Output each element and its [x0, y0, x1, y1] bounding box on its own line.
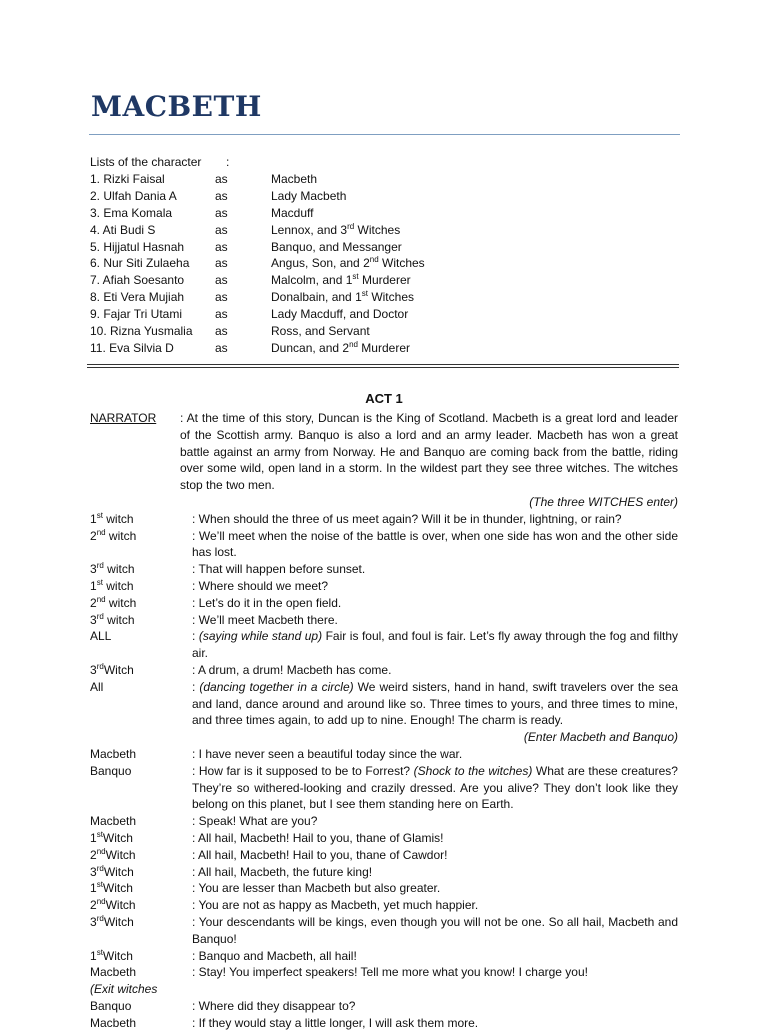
speaker-ordinal: nd	[96, 897, 106, 907]
dialogue-line	[90, 864, 678, 881]
cast-role: Banquo, and Messanger	[271, 239, 402, 254]
stage-aside: (saying while stand up)	[198, 629, 323, 644]
cast-actor-name: 3. Ema Komala	[90, 205, 173, 220]
cast-role-suffix: Murderer	[358, 273, 411, 288]
cast-as: as	[215, 188, 228, 203]
speaker-label: Banquo	[90, 763, 132, 778]
cast-row	[90, 222, 610, 239]
dialogue-text	[192, 964, 678, 981]
dialogue-line	[90, 998, 678, 1015]
stage-direction-enter-macbeth-banquo: (Enter Macbeth and Banquo)	[523, 730, 678, 745]
dialogue-content: : Banquo and Macbeth, all hail!	[192, 948, 357, 963]
cast-role-text: Duncan, and 2	[271, 340, 350, 355]
dialogue-line	[90, 880, 678, 897]
dialogue-content: : That will happen before sunset.	[192, 562, 366, 577]
dialogue-content: : A drum, a drum! Macbeth has come.	[192, 662, 392, 677]
dialogue-content: : You are not as happy as Macbeth, yet much happier.	[192, 898, 479, 913]
speaker-role: Witch	[103, 864, 134, 879]
speaker-narrator: NARRATOR	[90, 411, 157, 425]
section-divider	[87, 364, 679, 365]
speaker-ordinal: rd	[96, 561, 104, 571]
dialogue-line	[90, 612, 678, 629]
dialogue-prefix: :	[192, 679, 200, 694]
cast-role-text: Angus, Son, and 2	[271, 256, 370, 271]
dialogue-text	[192, 914, 678, 948]
speaker-ordinal: rd	[96, 661, 104, 671]
dialogue-text	[192, 998, 678, 1015]
speaker-label	[90, 880, 133, 897]
speaker-number: 3	[90, 612, 97, 627]
cast-row	[90, 306, 610, 323]
cast-role	[271, 289, 414, 306]
dialogue-block-greeting	[90, 746, 678, 981]
cast-actor-name: 10. Rizna Yusmalia	[90, 324, 193, 339]
dialogue-line	[90, 662, 678, 679]
stage-direction-exit-witches: (Exit witches	[90, 982, 158, 997]
speaker-ordinal: nd	[96, 594, 106, 604]
speaker-label: Macbeth	[90, 965, 137, 980]
cast-actor-name: 5. Hijjatul Hasnah	[90, 239, 185, 254]
stage-aside: (Shock to the witches)	[413, 763, 533, 778]
speaker-number: 2	[90, 595, 97, 610]
cast-role	[271, 222, 400, 239]
cast-as: as	[215, 307, 228, 322]
cast-row	[90, 289, 610, 306]
speaker-ordinal: nd	[96, 846, 106, 856]
speaker-label: Macbeth	[90, 746, 137, 761]
speaker-number: 1	[90, 578, 97, 593]
narrator-line	[90, 410, 678, 494]
dialogue-line	[90, 897, 678, 914]
dialogue-block-witches	[90, 511, 678, 729]
dialogue-content: : We’ll meet Macbeth there.	[192, 612, 338, 627]
dialogue-text	[192, 948, 678, 965]
speaker-label	[90, 511, 134, 528]
dialogue-text	[192, 612, 678, 629]
cast-role	[271, 272, 411, 289]
cast-as: as	[215, 222, 228, 237]
dialogue-text	[192, 897, 678, 914]
cast-row	[90, 188, 610, 205]
cast-actor-name: 11. Eva Silvia D	[90, 340, 174, 355]
dialogue-line	[90, 628, 678, 662]
speaker-ordinal: st	[96, 947, 103, 957]
dialogue-text	[192, 578, 678, 595]
dialogue-text	[192, 880, 678, 897]
speaker-role: Witch	[105, 847, 136, 862]
cast-actor-name: 2. Ulfah Dania A	[90, 188, 177, 203]
cast-role-ordinal: st	[352, 272, 359, 282]
dialogue-content: : All hail, Macbeth, the future king!	[192, 864, 373, 879]
dialogue-content: : Stay! You imperfect speakers! Tell me more what you know! I charge you!	[192, 965, 588, 980]
speaker-label	[90, 914, 134, 931]
speaker-ordinal: rd	[96, 913, 104, 923]
cast-as: as	[215, 273, 228, 288]
dialogue-text	[192, 746, 678, 763]
speaker-role: witch	[105, 595, 137, 610]
speaker-number: 2	[90, 847, 97, 862]
dialogue-content: : Where should we meet?	[192, 578, 329, 593]
dialogue-line	[90, 763, 678, 813]
cast-role	[271, 340, 410, 357]
dialogue-text	[192, 595, 678, 612]
dialogue-line	[90, 830, 678, 847]
dialogue-content: : We’ll meet when the noise of the battle is over, when one side has won and the other side has lost.	[192, 528, 678, 560]
speaker-role: Witch	[103, 662, 134, 677]
speaker-label	[90, 830, 133, 847]
cast-role: Lady Macduff, and Doctor	[271, 307, 409, 322]
cast-actor-name: 4. Ati Budi S	[90, 222, 156, 237]
dialogue-text	[192, 830, 678, 847]
cast-list	[90, 171, 610, 357]
cast-role-text: Lennox, and 3	[271, 222, 348, 237]
dialogue-text	[192, 662, 678, 679]
cast-role: Ross, and Servant	[271, 324, 370, 339]
cast-row	[90, 340, 610, 357]
cast-role: Macbeth	[271, 172, 318, 186]
speaker-number: 1	[90, 948, 97, 963]
speaker-number: 1	[90, 830, 97, 845]
dialogue-line	[90, 511, 678, 528]
speaker-role: Witch	[102, 881, 133, 896]
dialogue-text	[192, 813, 678, 830]
speaker-label: ALL	[90, 629, 112, 644]
stage-direction-witches-enter: (The three WITCHES enter)	[529, 494, 678, 509]
cast-actor-name: 9. Fajar Tri Utami	[90, 307, 183, 322]
dialogue-content: : When should the three of us meet again? Will it be in thunder, lightning, or rain?	[192, 511, 622, 526]
speaker-label: Macbeth	[90, 814, 137, 829]
speaker-number: 3	[90, 914, 97, 929]
dialogue-content: Fair is foul, and foul is fair. Let’s fly away through the fog and filthy air.	[192, 629, 678, 661]
section-divider-second	[87, 367, 679, 368]
dialogue-content: : Speak! What are you?	[192, 814, 318, 829]
dialogue-line	[90, 595, 678, 612]
dialogue-text	[192, 511, 678, 528]
speaker-ordinal: nd	[96, 527, 106, 537]
dialogue-content: : Where did they disappear to?	[192, 998, 356, 1013]
cast-actor-name: 7. Afiah Soesanto	[90, 273, 185, 288]
cast-row	[90, 255, 610, 272]
cast-role-text: Malcolm, and 1	[271, 273, 353, 288]
dialogue-text	[192, 1015, 678, 1031]
dialogue-content: : If they would stay a little longer, I will ask them more.	[192, 1015, 479, 1030]
cast-row	[90, 171, 610, 188]
cast-role-ordinal: rd	[347, 221, 355, 231]
cast-heading-text: Lists of the character	[90, 155, 202, 169]
speaker-label	[90, 662, 134, 679]
dialogue-block-after-exit	[90, 998, 678, 1031]
speaker-label	[90, 948, 133, 965]
speaker-label: Macbeth	[90, 1015, 137, 1030]
cast-role-suffix: Witches	[367, 290, 414, 305]
cast-heading	[90, 154, 230, 171]
dialogue-line	[90, 847, 678, 864]
speaker-role: Witch	[102, 830, 133, 845]
dialogue-line	[90, 948, 678, 965]
speaker-role: witch	[105, 528, 137, 543]
speaker-label	[90, 897, 136, 914]
cast-row	[90, 272, 610, 289]
speaker-label: All	[90, 679, 104, 694]
speaker-label: Banquo	[90, 998, 132, 1013]
dialogue-text	[192, 847, 678, 864]
speaker-label	[90, 847, 136, 864]
dialogue-prefix: : How far is it supposed to be to Forrest?	[192, 763, 414, 778]
script-body	[90, 410, 678, 1031]
cast-as: as	[215, 239, 228, 254]
cast-role	[271, 255, 425, 272]
speaker-number: 3	[90, 864, 97, 879]
dialogue-line	[90, 813, 678, 830]
dialogue-content: We weird sisters, hand in hand, swift travelers over the sea and land, dance around and around like so. Three times to yours, and three times to mine, and three times again, to add up to nine. Enough! The charm is ready.	[192, 679, 678, 728]
speaker-number: 1	[90, 511, 97, 526]
dialogue-text	[192, 561, 678, 578]
cast-actor-name: 1. Rizki Faisal	[90, 172, 165, 186]
dialogue-content: : Your descendants will be kings, even though you will not be one. So all hail, Macbeth and Banquo!	[192, 914, 678, 946]
speaker-ordinal: st	[96, 829, 103, 839]
cast-as: as	[215, 256, 228, 271]
speaker-label	[90, 595, 136, 612]
speaker-role: witch	[103, 562, 135, 577]
speaker-label	[90, 528, 136, 545]
speaker-number: 3	[90, 562, 97, 577]
cast-role-suffix: Witches	[354, 222, 401, 237]
cast-role-ordinal: nd	[349, 339, 358, 349]
dialogue-line	[90, 679, 678, 729]
cast-as: as	[215, 205, 228, 220]
dialogue-content: : I have never seen a beautiful today since the war.	[192, 746, 463, 761]
speaker-role: Witch	[103, 914, 134, 929]
cast-heading-colon: :	[226, 155, 230, 169]
cast-as: as	[215, 290, 228, 305]
cast-role-ordinal: st	[361, 289, 368, 299]
dialogue-content: What are these creatures? They’re so withered-looking and crazily dressed. Are you alive? They don’t look like they belong on this planet, but I see them standing here on Earth.	[192, 763, 678, 812]
speaker-role: Witch	[102, 948, 133, 963]
cast-row	[90, 239, 610, 256]
speaker-number: 1	[90, 881, 97, 896]
dialogue-line	[90, 1015, 678, 1031]
speaker-label	[90, 864, 134, 881]
cast-role-suffix: Witches	[378, 256, 425, 271]
narrator-text: : At the time of this story, Duncan is the King of Scotland. Macbeth is a great lord and leader of the Scottish army. Banquo is also a lord and an army leader. Macbeth has won a great battle against an army from Norway. He and Banquo are coming back from the battle, riding over some wild, open land in a storm. In the wildest part they see three witches. The witches stop the two men.	[180, 411, 678, 493]
speaker-role: witch	[102, 511, 134, 526]
cast-role-ordinal: nd	[369, 255, 379, 265]
speaker-role: witch	[102, 578, 134, 593]
dialogue-content: : You are lesser than Macbeth but also greater.	[192, 881, 441, 896]
cast-as: as	[215, 172, 228, 186]
speaker-number: 3	[90, 662, 97, 677]
dialogue-content: : All hail, Macbeth! Hail to you, thane of Glamis!	[192, 830, 444, 845]
speaker-ordinal: st	[96, 880, 103, 890]
cast-row	[90, 205, 610, 222]
dialogue-prefix: :	[192, 629, 199, 644]
cast-role: Lady Macbeth	[271, 188, 347, 203]
dialogue-text	[192, 763, 678, 813]
speaker-ordinal: rd	[96, 863, 104, 873]
cast-actor-name: 8. Eti Vera Mujiah	[90, 290, 185, 305]
cast-role: Macduff	[271, 205, 314, 220]
speaker-ordinal: st	[96, 577, 103, 587]
speaker-ordinal: rd	[96, 611, 104, 621]
cast-role-suffix: Murderer	[357, 340, 410, 355]
cast-role-text: Donalbain, and 1	[271, 290, 362, 305]
act-heading: ACT 1	[365, 391, 403, 406]
speaker-label	[90, 578, 134, 595]
speaker-role: Witch	[105, 898, 136, 913]
speaker-number: 2	[90, 528, 97, 543]
speaker-label	[90, 612, 135, 629]
title-underline	[89, 134, 680, 135]
cast-as: as	[215, 340, 228, 355]
speaker-ordinal: st	[96, 510, 103, 520]
document-title: MACBETH	[91, 90, 262, 123]
dialogue-line	[90, 964, 678, 981]
dialogue-text	[192, 679, 678, 729]
speaker-role: witch	[103, 612, 135, 627]
dialogue-line	[90, 528, 678, 562]
dialogue-text	[192, 628, 678, 662]
cast-actor-name: 6. Nur Siti Zulaeha	[90, 256, 190, 271]
dialogue-content: : All hail, Macbeth! Hail to you, thane of Cawdor!	[192, 847, 448, 862]
speaker-number: 2	[90, 898, 97, 913]
dialogue-line	[90, 914, 678, 948]
dialogue-text	[192, 864, 678, 881]
dialogue-line	[90, 561, 678, 578]
dialogue-line	[90, 578, 678, 595]
cast-as: as	[215, 324, 228, 339]
dialogue-line	[90, 746, 678, 763]
stage-aside: (dancing together in a circle)	[199, 679, 354, 694]
dialogue-text	[192, 528, 678, 562]
cast-row	[90, 323, 610, 340]
speaker-label	[90, 561, 135, 578]
dialogue-content: : Let’s do it in the open field.	[192, 595, 342, 610]
